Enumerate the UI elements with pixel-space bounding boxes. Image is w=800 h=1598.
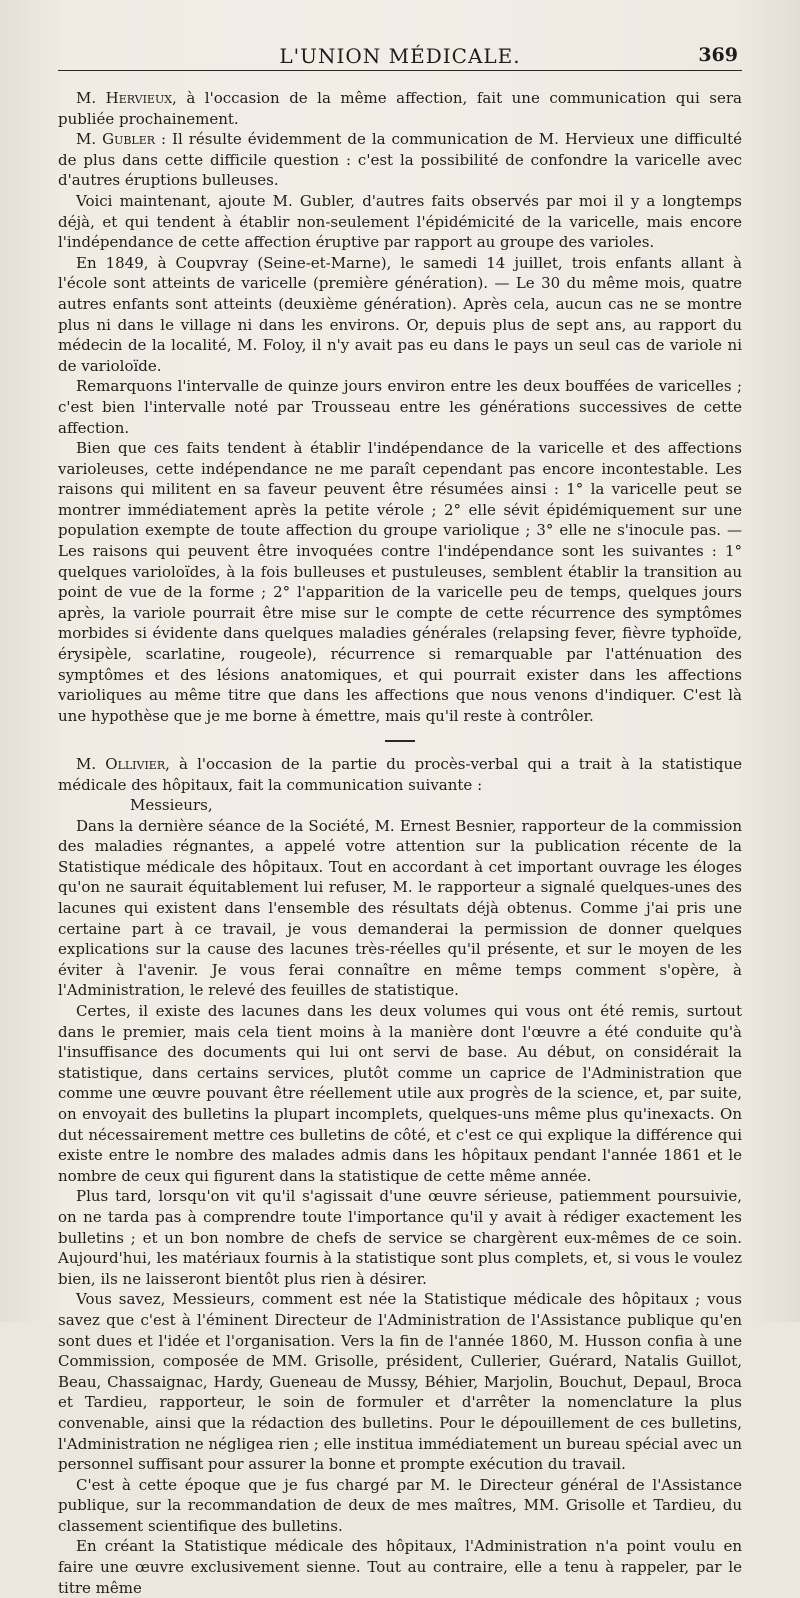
paragraph-text: à l'occasion de la même affection, fait une communication qui sera publiée prochainement. — [58, 89, 742, 128]
paragraph-text: Il résulte évidemment de la communication de M. Hervieux une difficulté de plus dans cette difficile question : c'est la possibilité de confondre la varicelle avec d'autres éruptions bulleuses. — [58, 130, 742, 190]
article-body — [58, 88, 742, 1598]
paragraph-ollivier — [58, 754, 742, 795]
page-number: 369 — [698, 44, 738, 66]
journal-title: L'UNION MÉDICALE. — [279, 44, 521, 68]
paragraph-text: à l'occasion de la partie du procès-verbal qui a trait à la statistique médicale des hôpitaux, fait la communication suivante : — [58, 754, 742, 794]
section-divider — [385, 740, 415, 742]
speaker-name: M. Gubler : — [76, 130, 167, 149]
speaker-name: M. Hervieux, — [76, 89, 177, 107]
paragraph-creation: En créant la Statistique médicale des hôpitaux, l'Administration n'a point voulu en faire une œuvre exclusivement sienne. Tout au contraire, elle a tenu à rappeler, par le titre même — [58, 1537, 742, 1597]
speaker-name: M. Ollivier, — [76, 754, 170, 773]
paragraph-interval: Remarquons l'intervalle de quinze jours environ entre les deux bouffées de varicelles ; c'est bien l'intervalle noté par Trousseau entre les générations successives de cette affection. — [58, 377, 742, 437]
paragraph-plus-tard: Plus tard, lorsqu'on vit qu'il s'agissait d'une œuvre sérieuse, patiemment poursuivie, on ne tarda pas à comprendre toute l'importance qu'il y avait à rédiger exactement les bulletins ; et un bon nombre de chefs de service se chargèrent eux-mêmes de ce soin. Aujourd'hui, les matériaux fournis à la statistique sont plus complets, et, si vous le voulez bien, ils ne laisseront bientôt plus rien à désirer. — [58, 1187, 742, 1288]
paragraph-gubler-facts: Voici maintenant, ajoute M. Gubler, d'autres faits observés par moi il y a longtemps déjà, et qui tendent à établir non-seulement l'épidémicité de la varicelle, mais encore l'indépendance de cette affection éruptive par rapport au groupe des varioles. — [58, 191, 742, 252]
paragraph-hervieux — [58, 88, 742, 129]
paragraph-origin: Vous savez, Messieurs, comment est née la Statistique médicale des hôpitaux ; vous savez que c'est à l'éminent Directeur de l'Administration de l'Assistance publique qu'en sont dues et l'idée et l'organisation. Vers la fin de l'année 1860, M. Husson confia à une Commission, composée de MM. Grisolle, président, Cullerier, Guérard, Natalis Guillot, Beau, Chassaignac, Hardy, Gueneau de Mussy, Béhier, Marjolin, Bouchut, Depaul, Broca et Tardieu, rapporteur, le soin de formuler et d'arrêter la nomenclature la plus convenable, ainsi que la rédaction des bulletins. Pour le dépouillement de ces bulletins, l'Administration ne négligea rien ; elle institua immédiatement un bureau spécial avec un personnel suffisant pour assurer la bonne et prompte exécution du travail. — [58, 1290, 742, 1474]
paragraph-independence: Bien que ces faits tendent à établir l'indépendance de la varicelle et des affections varioleuses, cette indépendance ne me paraît cependant pas encore incontestable. Les raisons qui militent en sa faveur peuvent être résumées ainsi : 1° la varicelle peut se montrer immédiatement après la petite vérole ; 2° elle sévit épidémiquement sur une population exempte de toute affection du groupe variolique ; 3° elle ne s'inocule pas. — Les raisons qui peuvent être invoquées contre l'indépendance sont les suivantes : 1° quelques varioloïdes, à la fois bulleuses et pustuleuses, semblent établir la transition au point de vue de la forme ; 2° l'apparition de la varicelle peu de temps, quelques jours après, la variole pourrait être mise sur le compte de cette récurrence des symptômes morbides si évidente dans quelques maladies générales (relapsing fever, fièvre typhoïde, érysipèle, scarlatine, rougeole), récurrence si remarquable par l'atténuation des symptômes et des lésions anatomiques, et qui pourrait exister dans les affections varioliques au même titre que dans les affections que nous venons d'indiquer. C'est là une hypothèse que je me borne à émettre, mais qu'il reste à contrôler. — [58, 439, 742, 725]
paragraph-lacunes: Certes, il existe des lacunes dans les deux volumes qui vous ont été remis, surtout dans le premier, mais cela tient moins à la manière dont l'œuvre a été conduite qu'à l'insuffisance des documents qui lui ont servi de base. Au début, on considérait la statistique, dans certains services, plutôt comme un caprice de l'Administration que comme une œuvre pouvant être réellement utile aux progrès de la science, et, par suite, on envoyait des bulletins la plupart incomplets, quelques-uns même plus qu'inexacts. On dut nécessairement mettre ces bulletins de côté, et c'est ce qui explique la différence qui existe entre le nombre des malades admis dans les hôpitaux pendant l'année 1861 et le nombre de ceux qui figurent dans la statistique de cette même année. — [58, 1002, 742, 1185]
paragraph-coupvray: En 1849, à Coupvray (Seine-et-Marne), le samedi 14 juillet, trois enfants allant à l'école sont atteints de varicelle (première génération). — Le 30 du même mois, quatre autres enfants sont atteints (deuxième génération). Après cela, aucun cas ne se montre plus ni dans le village ni dans les environs. Or, depuis plus de sept ans, au rapport du médecin de la localité, M. Foloy, il n'y avait pas eu dans le pays un seul cas de variole ni de varioloïde. — [58, 253, 742, 375]
salutation: Messieurs, — [130, 796, 213, 815]
running-header — [58, 0, 742, 71]
paragraph-gubler — [58, 129, 742, 191]
paragraph-epoque: C'est à cette époque que je fus chargé par M. le Directeur général de l'Assistance publique, sur la recommandation de deux de mes maîtres, MM. Grisolle et Tardieu, du classement scientifique des bulletins. — [58, 1475, 742, 1535]
paragraph-besnier: Dans la dernière séance de la Société, M. Ernest Besnier, rapporteur de la commission des maladies régnantes, a appelé votre attention sur la publication récente de la Statistique médicale des hôpitaux. Tout en accordant à cet important ouvrage les éloges qu'on ne saurait équitablement lui refuser, M. le rapporteur a signalé quelques-unes des lacunes qui existent dans l'ensemble des résultats déjà obtenus. Comme j'ai pris une certaine part à ce travail, je vous demanderai la permission de donner quelques explications sur la cause des lacunes très-réelles qu'il présente, et sur le moyen de les éviter à l'avenir. Je vous ferai connaître en même temps comment s'opère, à l'Administration, le relevé des feuilles de statistique. — [58, 816, 742, 1000]
